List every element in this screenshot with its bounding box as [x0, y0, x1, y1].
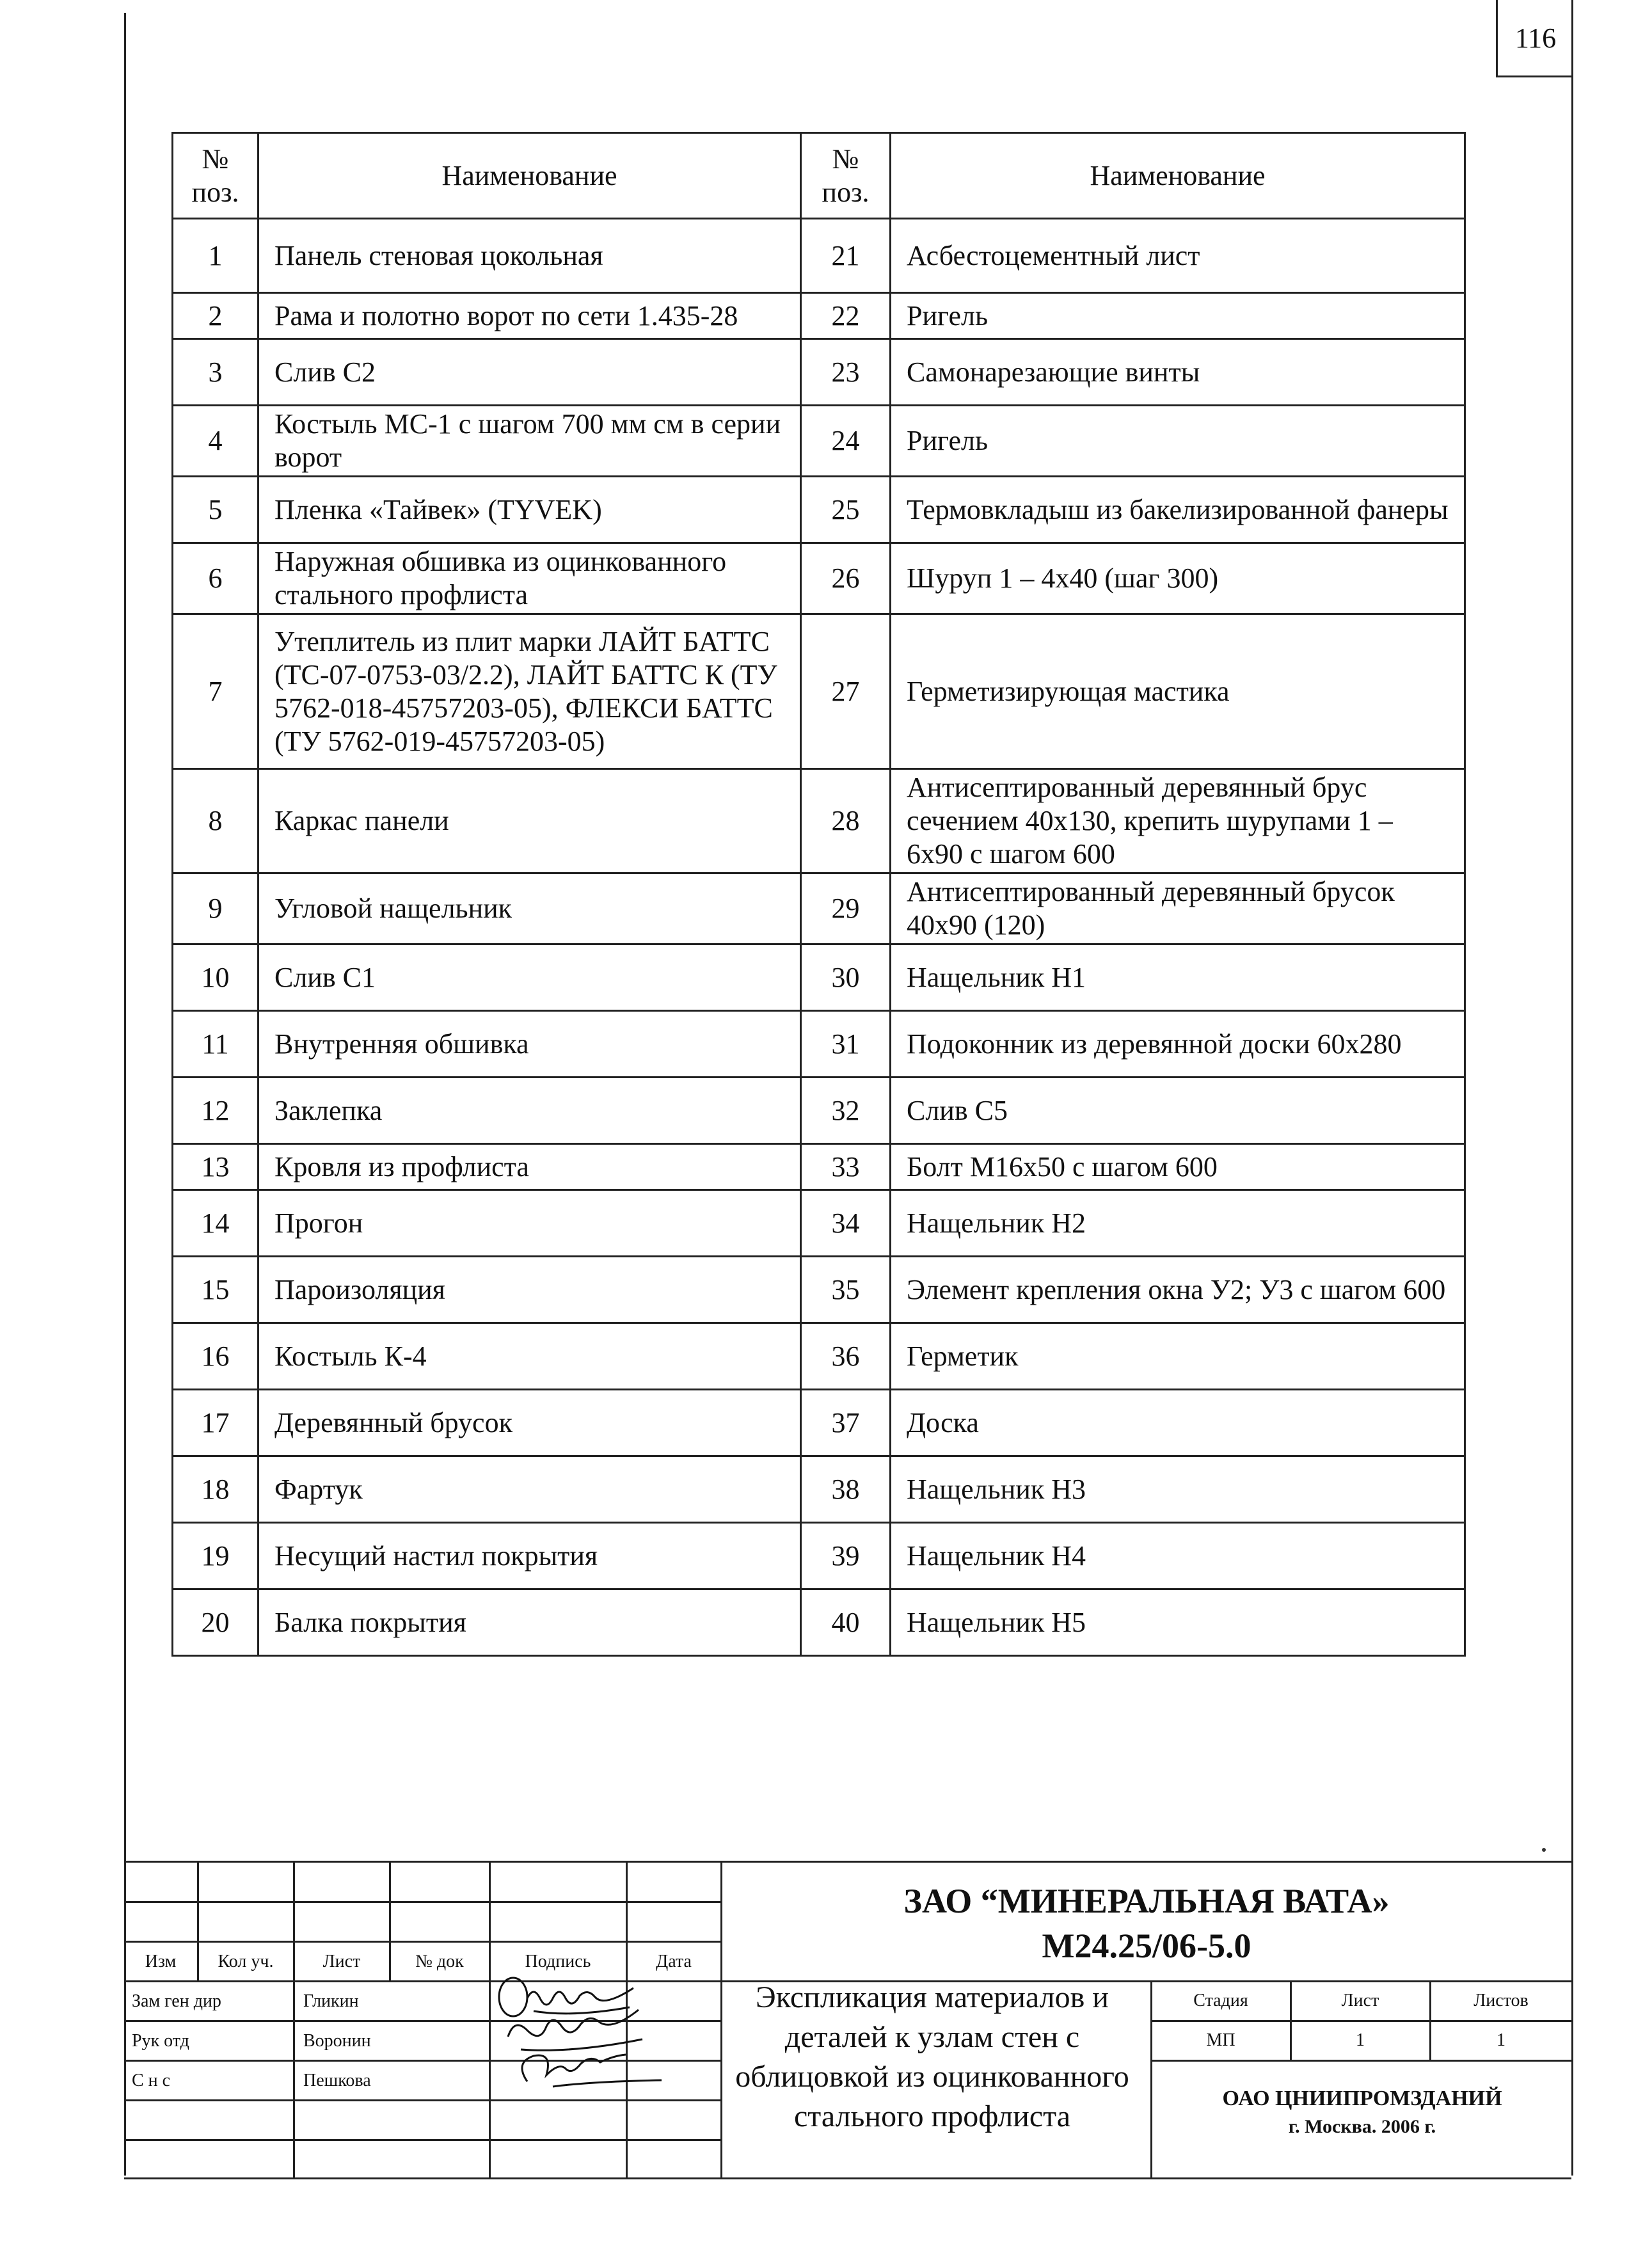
institute-city-year: г. Москва. 2006 г.	[1288, 2116, 1436, 2137]
item-number: 19	[173, 1523, 258, 1589]
item-number: 39	[801, 1523, 891, 1589]
name-voronin: Воронин	[303, 2031, 371, 2051]
role-zam-gen-dir: Зам ген дир	[132, 1991, 221, 2011]
item-number: 29	[801, 873, 891, 944]
item-number: 10	[173, 944, 258, 1011]
table-row	[173, 219, 1465, 293]
item-number: 8	[173, 769, 258, 873]
table-row	[173, 1190, 1465, 1257]
item-number: 6	[173, 543, 258, 614]
item-name: Антисептированный деревянный брус сечением 40х130, крепить шурупами 1 – 6х90 с шагом 600	[891, 769, 1465, 873]
item-number: 22	[801, 293, 891, 339]
item-name: Каркас панели	[258, 769, 801, 873]
institute-name: ОАО ЦНИИПРОМЗДАНИЙ	[1222, 2087, 1502, 2110]
item-name: Несущий настил покрытия	[258, 1523, 801, 1589]
item-number: 36	[801, 1323, 891, 1390]
col-list: Лист	[322, 1952, 361, 1971]
item-name: Утеплитель из плит марки ЛАЙТ БАТТС (ТС-07-0753-03/2.2), ЛАЙТ БАТТС К (ТУ 5762-018-45757203-05), ФЛЕКСИ БАТТС (ТУ 5762-019-45757203-05)	[258, 614, 801, 769]
stage-label: Стадия	[1193, 1991, 1248, 2010]
item-number: 38	[801, 1456, 891, 1523]
item-number: 12	[173, 1078, 258, 1144]
item-number: 34	[801, 1190, 891, 1257]
item-name: Слив С2	[258, 339, 801, 406]
col-data: Дата	[656, 1952, 692, 1971]
item-number: 1	[173, 219, 258, 293]
item-name: Герметизирующая мастика	[891, 614, 1465, 769]
table-row	[173, 1011, 1465, 1078]
item-number: 15	[173, 1257, 258, 1323]
item-name: Нащельник Н1	[891, 944, 1465, 1011]
item-number: 14	[173, 1190, 258, 1257]
item-number: 33	[801, 1144, 891, 1190]
signature-scribbles	[482, 1973, 674, 2101]
table-row	[173, 614, 1465, 769]
table-row	[173, 769, 1465, 873]
item-name: Ригель	[891, 293, 1465, 339]
item-number: 20	[173, 1589, 258, 1656]
role-ruk-otd: Рук отд	[132, 2031, 189, 2051]
company-name: ЗАО “МИНЕРАЛЬНАЯ ВАТА»	[903, 1882, 1390, 1920]
col-n-dok: № док	[415, 1952, 464, 1971]
item-number: 16	[173, 1323, 258, 1390]
item-number: 35	[801, 1257, 891, 1323]
sheet-label: Лист	[1341, 1991, 1379, 2010]
item-name: Нащельник Н4	[891, 1523, 1465, 1589]
table-row	[173, 1323, 1465, 1390]
item-name: Фартук	[258, 1456, 801, 1523]
sheet-left-border	[124, 13, 126, 2176]
table-row	[173, 1144, 1465, 1190]
item-number: 24	[801, 406, 891, 477]
item-number: 13	[173, 1144, 258, 1190]
item-name: Слив С1	[258, 944, 801, 1011]
mark-dot	[1542, 1848, 1546, 1852]
table-row	[173, 543, 1465, 614]
item-number: 18	[173, 1456, 258, 1523]
item-number: 11	[173, 1011, 258, 1078]
item-number: 27	[801, 614, 891, 769]
item-name: Шуруп 1 – 4х40 (шаг 300)	[891, 543, 1465, 614]
item-name: Болт М16х50 с шагом 600	[891, 1144, 1465, 1190]
table-body	[173, 219, 1465, 1656]
item-number: 30	[801, 944, 891, 1011]
title-block	[124, 1861, 1571, 2179]
item-name: Герметик	[891, 1323, 1465, 1390]
item-name: Нащельник Н5	[891, 1589, 1465, 1656]
item-name: Рама и полотно ворот по сети 1.435-28	[258, 293, 801, 339]
table-row	[173, 1390, 1465, 1456]
item-number: 5	[173, 477, 258, 543]
table-row	[173, 477, 1465, 543]
drawing-description: Экспликация материалов и деталей к узлам стен с облицовкой из оцинкованного стального профлиста	[735, 1980, 1129, 2133]
document-code: М24.25/06-5.0	[1042, 1927, 1251, 1965]
item-name: Кровля из профлиста	[258, 1144, 801, 1190]
item-name: Костыль К-4	[258, 1323, 801, 1390]
table-header-row	[173, 133, 1465, 219]
table-row	[173, 293, 1465, 339]
name-glikin: Гликин	[303, 1991, 359, 2011]
item-name: Антисептированный деревянный брусок 40х90 (120)	[891, 873, 1465, 944]
item-name: Внутренняя обшивка	[258, 1011, 801, 1078]
item-number: 3	[173, 339, 258, 406]
item-name: Термовкладыш из бакелизированной фанеры	[891, 477, 1465, 543]
table-row	[173, 1257, 1465, 1323]
header-pos-1: № поз.	[173, 133, 258, 219]
item-number: 25	[801, 477, 891, 543]
table-row	[173, 1523, 1465, 1589]
stage-value: МП	[1206, 2030, 1235, 2050]
item-number: 28	[801, 769, 891, 873]
item-name: Прогон	[258, 1190, 801, 1257]
item-number: 9	[173, 873, 258, 944]
item-name: Угловой нащельник	[258, 873, 801, 944]
item-name: Ригель	[891, 406, 1465, 477]
table-row	[173, 1456, 1465, 1523]
item-number: 26	[801, 543, 891, 614]
table-row	[173, 406, 1465, 477]
item-name: Слив С5	[891, 1078, 1465, 1144]
item-number: 2	[173, 293, 258, 339]
page-number: 116	[1496, 0, 1573, 77]
table-row	[173, 944, 1465, 1011]
item-name: Подоконник из деревянной доски 60х280	[891, 1011, 1465, 1078]
item-name: Асбестоцементный лист	[891, 219, 1465, 293]
table-row	[173, 1078, 1465, 1144]
header-pos-2: № поз.	[801, 133, 891, 219]
item-name: Панель стеновая цокольная	[258, 219, 801, 293]
item-name: Доска	[891, 1390, 1465, 1456]
materials-table	[171, 132, 1466, 1657]
sheets-label: Листов	[1473, 1991, 1529, 2010]
col-izm: Изм	[145, 1952, 177, 1971]
sheet-value: 1	[1356, 2030, 1365, 2050]
item-number: 31	[801, 1011, 891, 1078]
item-name: Костыль МС-1 с шагом 700 мм см в серии ворот	[258, 406, 801, 477]
item-number: 4	[173, 406, 258, 477]
item-number: 40	[801, 1589, 891, 1656]
name-peshkova: Пешкова	[303, 2071, 371, 2090]
sheet-right-border	[1571, 83, 1573, 2176]
header-name-1: Наименование	[258, 133, 801, 219]
item-name: Балка покрытия	[258, 1589, 801, 1656]
col-kol-uch: Кол уч.	[218, 1952, 274, 1971]
item-number: 21	[801, 219, 891, 293]
sheets-value: 1	[1497, 2030, 1505, 2050]
item-name: Нащельник Н3	[891, 1456, 1465, 1523]
item-name: Нащельник Н2	[891, 1190, 1465, 1257]
item-name: Пароизоляция	[258, 1257, 801, 1323]
item-name: Самонарезающие винты	[891, 339, 1465, 406]
item-name: Элемент крепления окна У2; У3 с шагом 600	[891, 1257, 1465, 1323]
table-row	[173, 339, 1465, 406]
col-podpis: Подпись	[525, 1952, 591, 1971]
item-name: Пленка «Тайвек» (TYVEK)	[258, 477, 801, 543]
item-number: 23	[801, 339, 891, 406]
item-number: 17	[173, 1390, 258, 1456]
role-sns: С н с	[132, 2071, 171, 2090]
item-number: 7	[173, 614, 258, 769]
table-row	[173, 1589, 1465, 1656]
item-number: 32	[801, 1078, 891, 1144]
item-name: Наружная обшивка из оцинкованного стального профлиста	[258, 543, 801, 614]
header-name-2: Наименование	[891, 133, 1465, 219]
item-name: Заклепка	[258, 1078, 801, 1144]
table-row	[173, 873, 1465, 944]
item-number: 37	[801, 1390, 891, 1456]
item-name: Деревянный брусок	[258, 1390, 801, 1456]
